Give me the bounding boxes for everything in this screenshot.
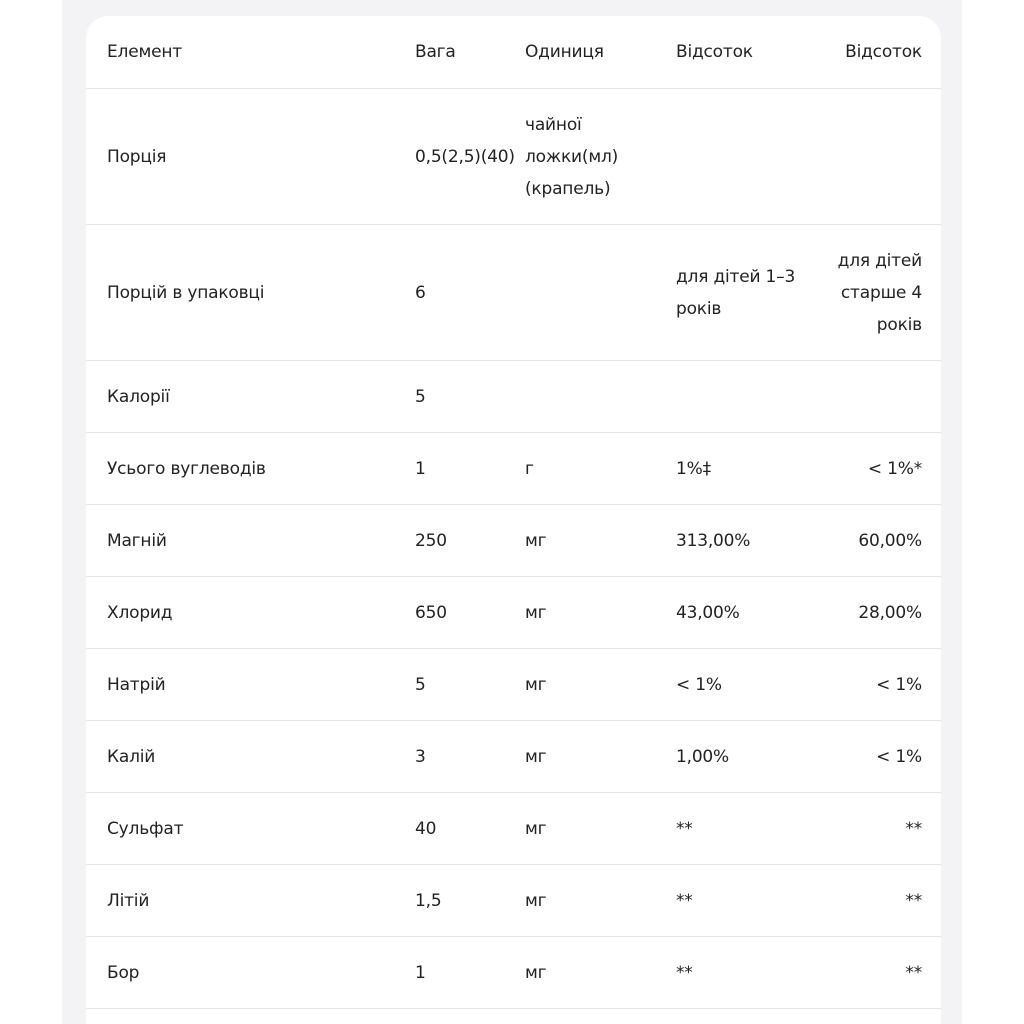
row-pct-kids xyxy=(676,89,806,225)
row-unit: мг xyxy=(525,649,676,721)
row-name: Калій xyxy=(86,721,415,793)
row-pct-older: < 1% xyxy=(806,721,941,793)
table-row xyxy=(86,577,941,649)
row-weight: 650 xyxy=(415,577,525,649)
table-row xyxy=(86,361,941,433)
header-weight: Вага xyxy=(415,16,525,89)
row-weight: 1 xyxy=(415,937,525,1009)
header-element: Елемент xyxy=(86,16,415,89)
row-weight: 250 xyxy=(415,505,525,577)
table-row xyxy=(86,225,941,361)
row-unit: мг xyxy=(525,577,676,649)
row-pct-older xyxy=(806,361,941,433)
row-pct-older: < 1% xyxy=(806,649,941,721)
header-unit: Одиниця xyxy=(525,16,676,89)
row-name: Магній xyxy=(86,505,415,577)
row-weight: 5 xyxy=(415,649,525,721)
row-name: Хлорид xyxy=(86,577,415,649)
row-unit: чайної ложки(мл)(крапель) xyxy=(525,89,676,225)
row-name: Калорії xyxy=(86,361,415,433)
row-weight: 5 xyxy=(415,361,525,433)
row-weight: 0,5(2,5)(40) xyxy=(415,89,525,225)
row-pct-older xyxy=(806,89,941,225)
table-row xyxy=(86,505,941,577)
row-pct-kids: ** xyxy=(676,865,806,937)
nutrition-table xyxy=(86,16,941,1009)
row-weight: 40 xyxy=(415,793,525,865)
row-name: Бор xyxy=(86,937,415,1009)
row-name: Порцій в упаковці xyxy=(86,225,415,361)
row-unit xyxy=(525,225,676,361)
header-percent-older: Відсоток xyxy=(806,16,941,89)
table-header-row xyxy=(86,16,941,89)
header-percent-kids: Відсоток xyxy=(676,16,806,89)
table-row xyxy=(86,649,941,721)
row-weight: 1,5 xyxy=(415,865,525,937)
row-pct-older: 28,00% xyxy=(806,577,941,649)
row-pct-older: < 1%* xyxy=(806,433,941,505)
row-pct-kids: для дітей 1–3 років xyxy=(676,225,806,361)
row-unit: мг xyxy=(525,865,676,937)
table-row xyxy=(86,793,941,865)
row-pct-kids: ** xyxy=(676,793,806,865)
row-pct-kids: 1,00% xyxy=(676,721,806,793)
row-pct-older: 60,00% xyxy=(806,505,941,577)
row-pct-older: ** xyxy=(806,937,941,1009)
row-weight: 3 xyxy=(415,721,525,793)
row-pct-kids: 1%‡ xyxy=(676,433,806,505)
table-row xyxy=(86,433,941,505)
row-name: Натрій xyxy=(86,649,415,721)
row-unit xyxy=(525,361,676,433)
row-pct-kids: 43,00% xyxy=(676,577,806,649)
row-weight: 1 xyxy=(415,433,525,505)
row-name: Літій xyxy=(86,865,415,937)
row-unit: мг xyxy=(525,793,676,865)
row-name: Сульфат xyxy=(86,793,415,865)
table-row xyxy=(86,865,941,937)
row-unit: мг xyxy=(525,721,676,793)
row-pct-kids: < 1% xyxy=(676,649,806,721)
nutrition-card xyxy=(86,16,941,1024)
row-name: Усього вуглеводів xyxy=(86,433,415,505)
table-row xyxy=(86,89,941,225)
table-row xyxy=(86,937,941,1009)
row-pct-kids: ** xyxy=(676,937,806,1009)
row-pct-kids xyxy=(676,361,806,433)
row-pct-older: ** xyxy=(806,865,941,937)
table-row xyxy=(86,721,941,793)
row-unit: мг xyxy=(525,505,676,577)
row-unit: г xyxy=(525,433,676,505)
row-pct-kids: 313,00% xyxy=(676,505,806,577)
row-name: Порція xyxy=(86,89,415,225)
row-weight: 6 xyxy=(415,225,525,361)
row-unit: мг xyxy=(525,937,676,1009)
row-pct-older: ** xyxy=(806,793,941,865)
row-pct-older: для дітей старше 4 років xyxy=(806,225,941,361)
